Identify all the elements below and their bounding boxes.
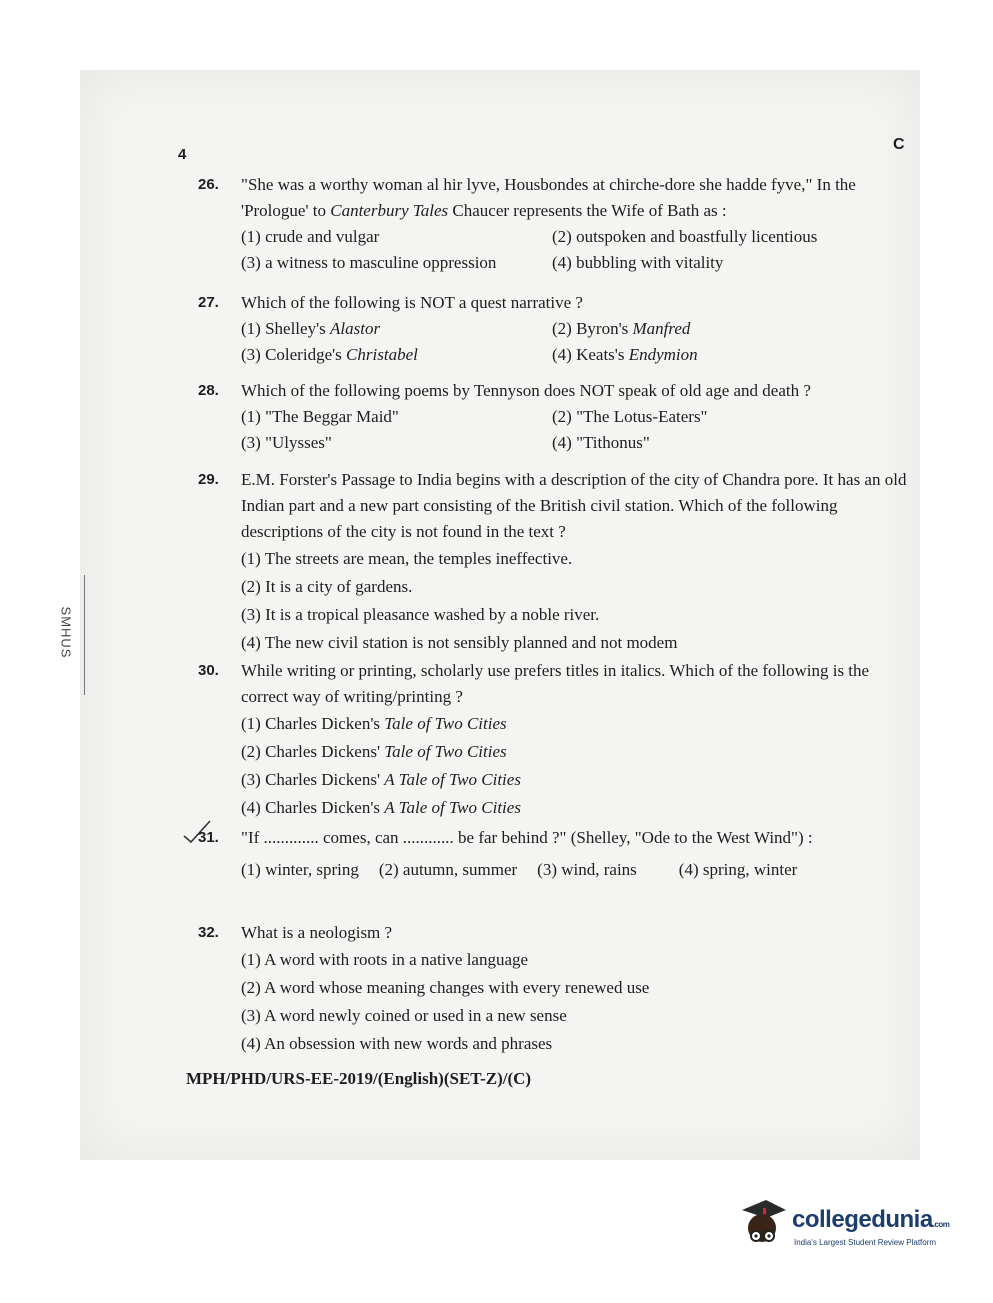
question-number: 31.: [198, 829, 219, 846]
option-4: (4) The new civil station is not sensibly planned and not modem: [241, 633, 678, 652]
option-4: (4) Charles Dicken's A Tale of Two Cities: [241, 798, 521, 817]
page-number: 4: [178, 146, 187, 163]
question-text: "If ............. comes, can ............ be far behind ?" (Shelley, "Ode to the West Wind") :: [241, 828, 813, 847]
option-2: (2) Byron's Manfred: [552, 319, 691, 338]
option-4: (4) bubbling with vitality: [552, 253, 724, 272]
option-3: (3) a witness to masculine oppression: [241, 253, 497, 272]
option-4: (4) An obsession with new words and phrases: [241, 1034, 553, 1053]
question-31: [198, 825, 908, 883]
brand-suffix: .com: [932, 1220, 950, 1229]
option-1: (1) The streets are mean, the temples ineffective.: [241, 549, 573, 568]
question-number: 32.: [198, 924, 219, 941]
question-text: E.M. Forster's Passage to India begins with a description of the city of Chandra pore. It has an old Indian part and a new part consisting of the British civil station. Which of the following descriptions of the city is not found in the text ?: [241, 470, 907, 541]
option-1: (1) A word with roots in a native language: [241, 950, 529, 969]
option-2: (2) A word whose meaning changes with every renewed use: [241, 978, 650, 997]
question-number: 26.: [198, 176, 219, 193]
set-letter: C: [893, 136, 905, 153]
option-1: (1) crude and vulgar: [241, 227, 380, 246]
question-text: Which of the following is NOT a quest narrative ?: [241, 293, 583, 312]
option-1: (1) winter, spring: [241, 860, 359, 879]
question-number: 30.: [198, 662, 219, 679]
option-3: (3) It is a tropical pleasance washed by a noble river.: [241, 605, 600, 624]
question-30: [198, 658, 908, 822]
question-text: Which of the following poems by Tennyson does NOT speak of old age and death ?: [241, 381, 811, 400]
option-2: (2) Charles Dickens' Tale of Two Cities: [241, 742, 507, 761]
option-3: (3) A word newly coined or used in a new sense: [241, 1006, 567, 1025]
question-28: [198, 378, 908, 456]
option-1: (1) Charles Dicken's Tale of Two Cities: [241, 714, 507, 733]
option-2: (2) outspoken and boastfully licentious: [552, 227, 818, 246]
margin-stamp: [58, 575, 106, 695]
question-29: [198, 467, 908, 657]
question-number: 29.: [198, 471, 219, 488]
question-text: While writing or printing, scholarly use prefers titles in italics. Which of the following is the correct way of writing/printing ?: [241, 661, 870, 706]
option-3: (3) "Ulysses": [241, 433, 332, 452]
option-4: (4) "Tithonus": [552, 433, 650, 452]
option-3: (3) wind, rains: [537, 860, 637, 879]
option-4: (4) spring, winter: [678, 860, 798, 879]
question-26: [198, 172, 908, 276]
question-text: What is a neologism ?: [241, 923, 393, 942]
option-2: (2) autumn, summer: [378, 860, 518, 879]
question-text: "She was a worthy woman al hir lyve, Housbondes at chirche-dore she hadde fyve," In the 'Prologue' to Canterbury Tales Chaucer represents the Wife of Bath as :: [241, 175, 856, 220]
option-2: (2) It is a city of gardens.: [241, 577, 413, 596]
option-3: (3) Charles Dickens' A Tale of Two Cities: [241, 770, 521, 789]
collegedunia-logo[interactable]: [736, 1198, 966, 1258]
question-number: 27.: [198, 294, 219, 311]
option-1: (1) Shelley's Alastor: [241, 319, 381, 338]
brand-name: collegedunia: [792, 1206, 933, 1233]
brand-tagline: India's Largest Student Review Platform: [794, 1238, 937, 1247]
mascot-icon: [736, 1198, 790, 1254]
margin-note: SMHUS: [58, 606, 74, 659]
question-27: [198, 290, 908, 368]
question-32: [198, 920, 908, 1058]
option-2: (2) "The Lotus-Eaters": [552, 407, 708, 426]
option-4: (4) Keats's Endymion: [552, 345, 698, 364]
option-1: (1) "The Beggar Maid": [241, 407, 399, 426]
paper-code-footer: MPH/PHD/URS-EE-2019/(English)(SET-Z)/(C): [186, 1069, 532, 1088]
option-3: (3) Coleridge's Christabel: [241, 345, 418, 364]
question-number: 28.: [198, 382, 219, 399]
